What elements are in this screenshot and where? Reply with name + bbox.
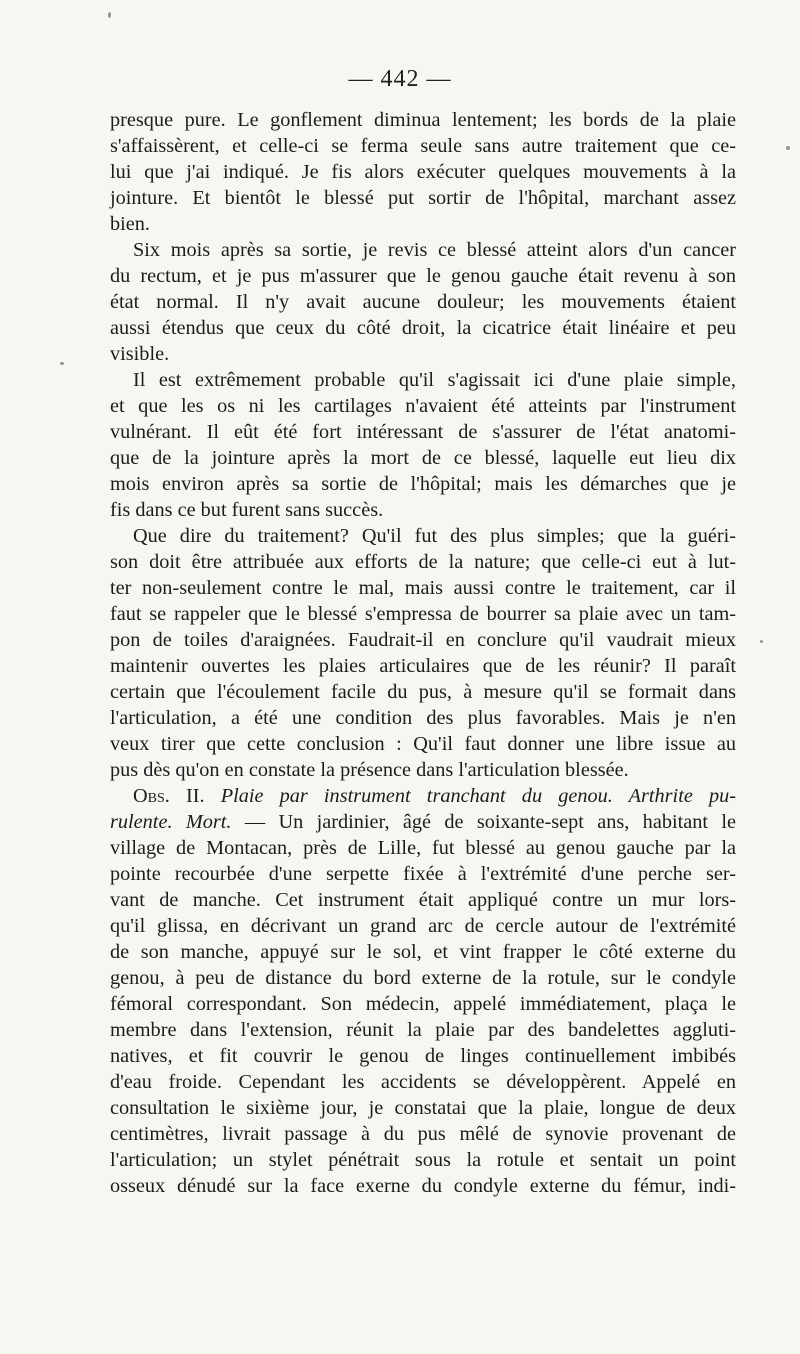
text-line: vant de manche. Cet instrument était appliqué contre un mur lors- — [110, 889, 736, 911]
text-line: fémoral correspondant. Son médecin, appelé immédiatement, plaça le — [110, 993, 736, 1015]
text-line: d'eau froide. Cependant les accidents se développèrent. Appelé en — [110, 1071, 736, 1093]
text-line: certain que l'écoulement facile du pus, à mesure qu'il se formait dans — [110, 681, 736, 703]
paper-speck — [60, 362, 64, 365]
text-line: mois environ après sa sortie de l'hôpital; mais les démarches que je — [110, 473, 736, 495]
text-line: l'articulation, a été une condition des plus favorables. Mais je n'en — [110, 707, 736, 729]
text-line: faut se rappeler que le blessé s'empressa de bourrer sa plaie avec un tam- — [110, 603, 736, 625]
text-line: pointe recourbée d'une serpette fixée à l'extrémité d'une perche ser- — [110, 863, 736, 885]
text-line: centimètres, livrait passage à du pus mêlé de synovie provenant de — [110, 1123, 736, 1145]
text-line: que de la jointure après la mort de ce blessé, laquelle eut lieu dix — [110, 447, 736, 469]
text-line: aussi étendus que ceux du côté droit, la cicatrice était linéaire et peu — [110, 317, 736, 339]
text-line: consultation le sixième jour, je constatai que la plaie, longue de deux — [110, 1097, 736, 1119]
text-line: village de Montacan, près de Lille, fut blessé au genou gauche par la — [110, 837, 736, 859]
text-line: Six mois après sa sortie, je revis ce blessé atteint alors d'un cancer — [133, 239, 736, 261]
text-line: genou, à peu de distance du bord externe de la rotule, sur le condyle — [110, 967, 736, 989]
text-line: membre dans l'extension, réunit la plaie par des bandelettes aggluti- — [110, 1019, 736, 1041]
observation-text: — Un jardinier, âgé de soixante-sept ans, habitant le — [231, 811, 736, 833]
text-line: vulnérant. Il eût été fort intéressant de s'assurer de l'état anatomi- — [110, 421, 736, 443]
text-line: qu'il glissa, en décrivant un grand arc de cercle autour de l'extrémité — [110, 915, 736, 937]
text-line: pon de toiles d'araignées. Faudrait-il en conclure qu'il vaudrait mieux — [110, 629, 736, 651]
text-line: lui que j'ai indiqué. Je fis alors exécuter quelques mouvements à la — [110, 161, 736, 183]
paper-speck — [760, 640, 763, 643]
observation-title: Plaie par instrument tranchant du genou. Arthrite pu- — [220, 785, 736, 807]
text-line: son doit être attribuée aux efforts de la nature; que celle-ci eut à lut- — [110, 551, 736, 573]
text-line: Il est extrêmement probable qu'il s'agissait ici d'une plaie simple, — [133, 369, 736, 391]
text-line: veux tirer que cette conclusion : Qu'il faut donner une libre issue au — [110, 733, 736, 755]
observation-title-end: rulente. Mort. — [110, 811, 232, 833]
observation-label: Obs. II. — [133, 785, 205, 807]
text-line: pus dès qu'on en constate la présence dans l'articulation blessée. — [110, 759, 629, 781]
text-line: maintenir ouvertes les plaies articulaires que de les réunir? Il paraît — [110, 655, 736, 677]
observation-heading-line — [110, 809, 736, 835]
text-line: fis dans ce but furent sans succès. — [110, 499, 384, 521]
page-number: — 442 — — [348, 66, 452, 92]
text-line: état normal. Il n'y avait aucune douleur; les mouvements étaient — [110, 291, 736, 313]
paper-speck — [108, 12, 111, 18]
text-line: de son manche, appuyé sur le sol, et vint frapper le côté externe du — [110, 941, 736, 963]
paper-speck — [786, 146, 790, 150]
text-line: et que les os ni les cartilages n'avaient été atteints par l'instrument — [110, 395, 736, 417]
observation-heading-line — [133, 783, 736, 809]
text-line: ter non-seulement contre le mal, mais aussi contre le traitement, car il — [110, 577, 736, 599]
text-line: du rectum, et je pus m'assurer que le genou gauche était revenu à son — [110, 265, 736, 287]
text-line: osseux dénudé sur la face exerne du condyle externe du fémur, indi- — [110, 1175, 736, 1197]
text-line: l'articulation; un stylet pénétrait sous la rotule et sentait un point — [110, 1149, 736, 1171]
text-line: presque pure. Le gonflement diminua lentement; les bords de la plaie — [110, 109, 736, 131]
text-line: visible. — [110, 343, 170, 365]
text-line: Que dire du traitement? Qu'il fut des plus simples; que la guéri- — [133, 525, 736, 547]
text-line: natives, et fit couvrir le genou de linges continuellement imbibés — [110, 1045, 736, 1067]
text-line: s'affaissèrent, et celle-ci se ferma seule sans autre traitement que ce- — [110, 135, 736, 157]
text-line: jointure. Et bientôt le blessé put sortir de l'hôpital, marchant assez — [110, 187, 736, 209]
text-line: bien. — [110, 213, 150, 235]
